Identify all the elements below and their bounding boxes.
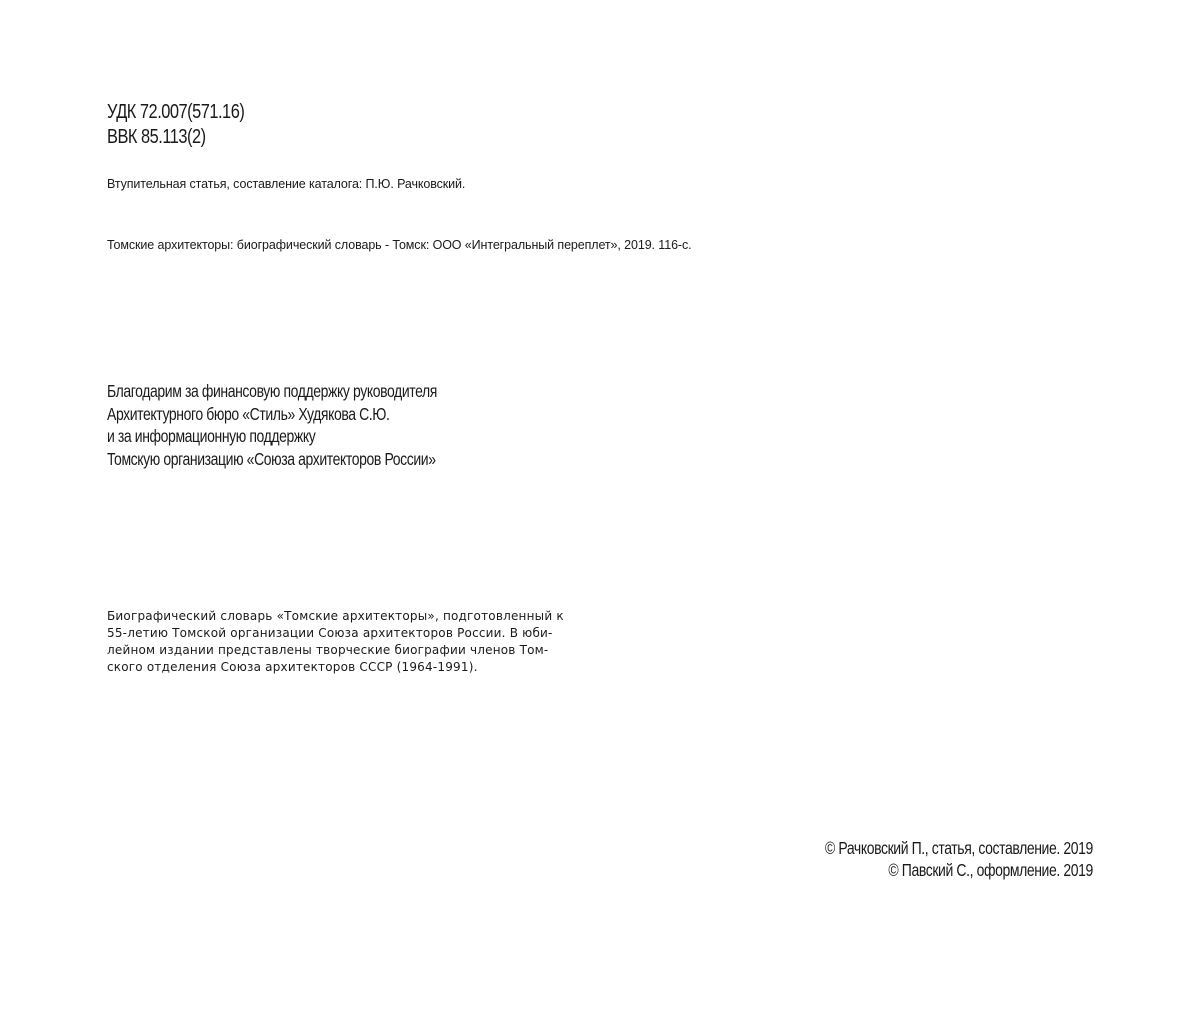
annotation — [107, 608, 564, 676]
intro-credit: Втупительная статья, составление каталога: П.Ю. Рачковский. — [107, 177, 466, 191]
acknowledgements — [107, 380, 437, 470]
copyright-notice — [825, 838, 1093, 881]
bbk-code: ВВК 85.113(2) — [107, 126, 206, 148]
classification-codes — [107, 100, 244, 150]
acknowledgement-line: Томскую организацию «Союза архитекторов России» — [107, 448, 436, 469]
udk-code: УДК 72.007(571.16) — [107, 101, 245, 123]
acknowledgement-line: Архитектурного бюро «Стиль» Худякова С.Ю. — [107, 403, 390, 424]
annotation-line: ского отделения Союза архитекторов СССР (1964-1991). — [107, 660, 478, 674]
annotation-line: лейном издании представлены творческие биографии членов Том- — [107, 643, 549, 657]
annotation-line: 55-летию Томской организации Союза архитекторов России. В юби- — [107, 626, 553, 640]
acknowledgement-line: и за информационную поддержку — [107, 426, 316, 446]
copyright-line: © Павский С., оформление. 2019 — [888, 859, 1093, 880]
acknowledgement-line: Благодарим за финансовую поддержку руководителя — [107, 381, 437, 401]
annotation-line: Биографический словарь «Томские архитекторы», подготовленный к — [107, 609, 564, 623]
copyright-line: © Рачковский П., статья, составление. 2019 — [825, 838, 1093, 858]
bibliographic-reference: Томские архитекторы: биографический словарь - Томск: ООО «Интегральный переплет», 2019. 116-с. — [107, 238, 692, 252]
